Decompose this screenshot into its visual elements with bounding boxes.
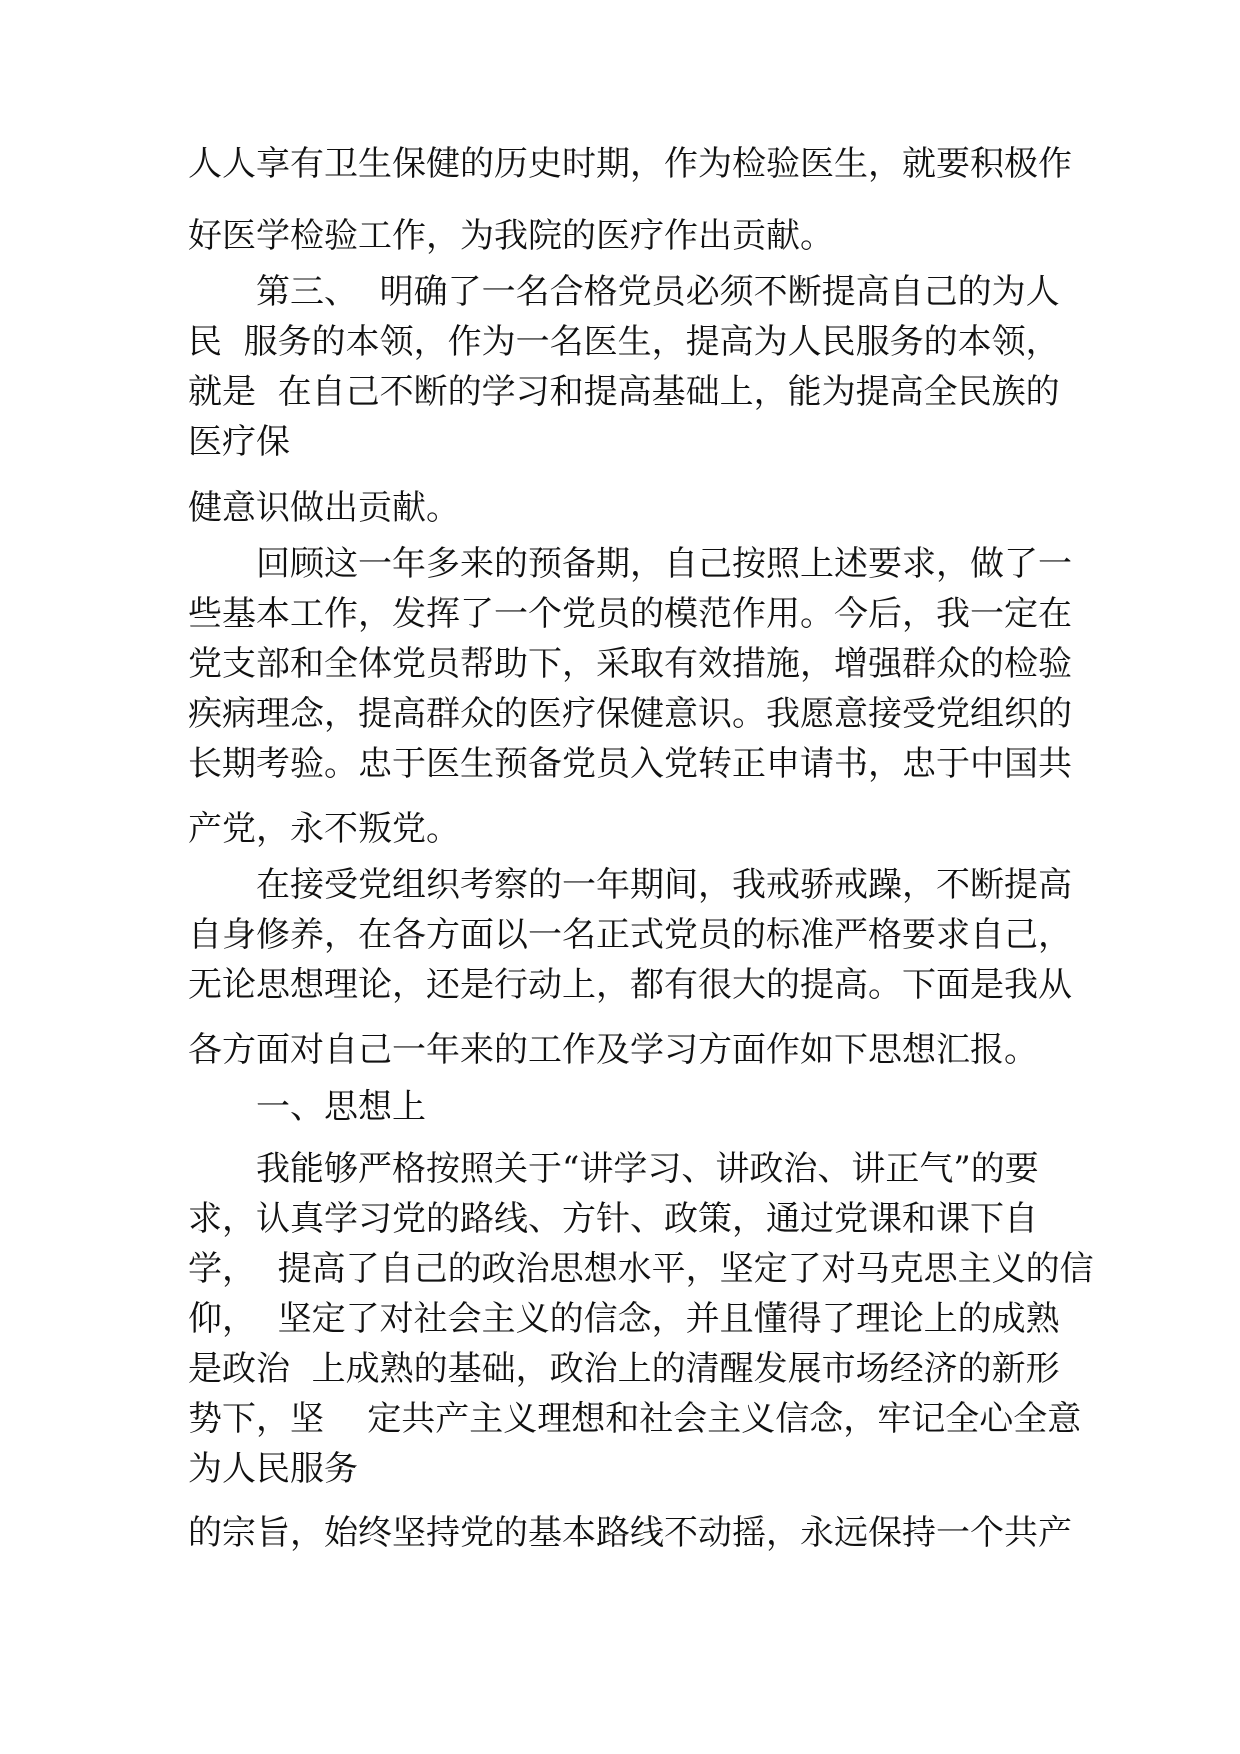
text-line: 就是 在自己不断的学习和提高基础上，能为提高全民族的 (188, 372, 1060, 412)
text-line: 是政治 上成熟的基础，政治上的清醒发展市场经济的新形 (188, 1349, 1060, 1389)
text-line: 人人享有卫生保健的历史时期，作为检验医生，就要积极作 (188, 144, 1072, 184)
paragraph-start-line: 在接受党组织考察的一年期间，我戒骄戒躁，不断提高 (256, 865, 1072, 905)
text-line: 好医学检验工作，为我院的医疗作出贡献。 (188, 216, 834, 256)
text-line: 学， 提高了自己的政治思想水平，坚定了对马克思主义的信 (188, 1249, 1094, 1289)
text-line: 健意识做出贡献。 (188, 488, 460, 528)
text-line: 产党，永不叛党。 (188, 809, 460, 849)
text-line: 无论思想理论，还是行动上，都有很大的提高。下面是我从 (188, 965, 1072, 1005)
text-line: 的宗旨，始终坚持党的基本路线不动摇，永远保持一个共产 (188, 1513, 1072, 1553)
text-line: 疾病理念，提高群众的医疗保健意识。我愿意接受党组织的 (188, 694, 1072, 734)
paragraph-start-line: 第三、 明确了一名合格党员必须不断提高自己的为人 (256, 272, 1060, 312)
text-line: 党支部和全体党员帮助下，采取有效措施，增强群众的检验 (188, 644, 1072, 684)
text-line: 各方面对自己一年来的工作及学习方面作如下思想汇报。 (188, 1030, 1038, 1070)
paragraph-start-line: 回顾这一年多来的预备期，自己按照上述要求，做了一 (256, 544, 1072, 584)
text-line: 势下，坚 定共产主义理想和社会主义信念，牢记全心全意 (188, 1399, 1082, 1439)
text-line: 为人民服务 (188, 1449, 358, 1489)
text-line: 仰， 坚定了对社会主义的信念，并且懂得了理论上的成熟 (188, 1299, 1060, 1339)
text-line: 民 服务的本领，作为一名医生，提高为人民服务的本领， (188, 322, 1060, 362)
text-line: 医疗保 (188, 422, 290, 462)
paragraph-start-line: 我能够严格按照关于“讲学习、讲政治、讲正气”的要 (256, 1149, 1039, 1189)
text-line: 长期考验。忠于医生预备党员入党转正申请书，忠于中国共 (188, 744, 1072, 784)
text-line: 些基本工作，发挥了一个党员的模范作用。今后，我一定在 (188, 594, 1072, 634)
section-heading: 一、思想上 (256, 1087, 426, 1127)
text-line: 自身修养，在各方面以一名正式党员的标准严格要求自己， (188, 915, 1072, 955)
text-line: 求，认真学习党的路线、方针、政策，通过党课和课下自 (188, 1199, 1038, 1239)
